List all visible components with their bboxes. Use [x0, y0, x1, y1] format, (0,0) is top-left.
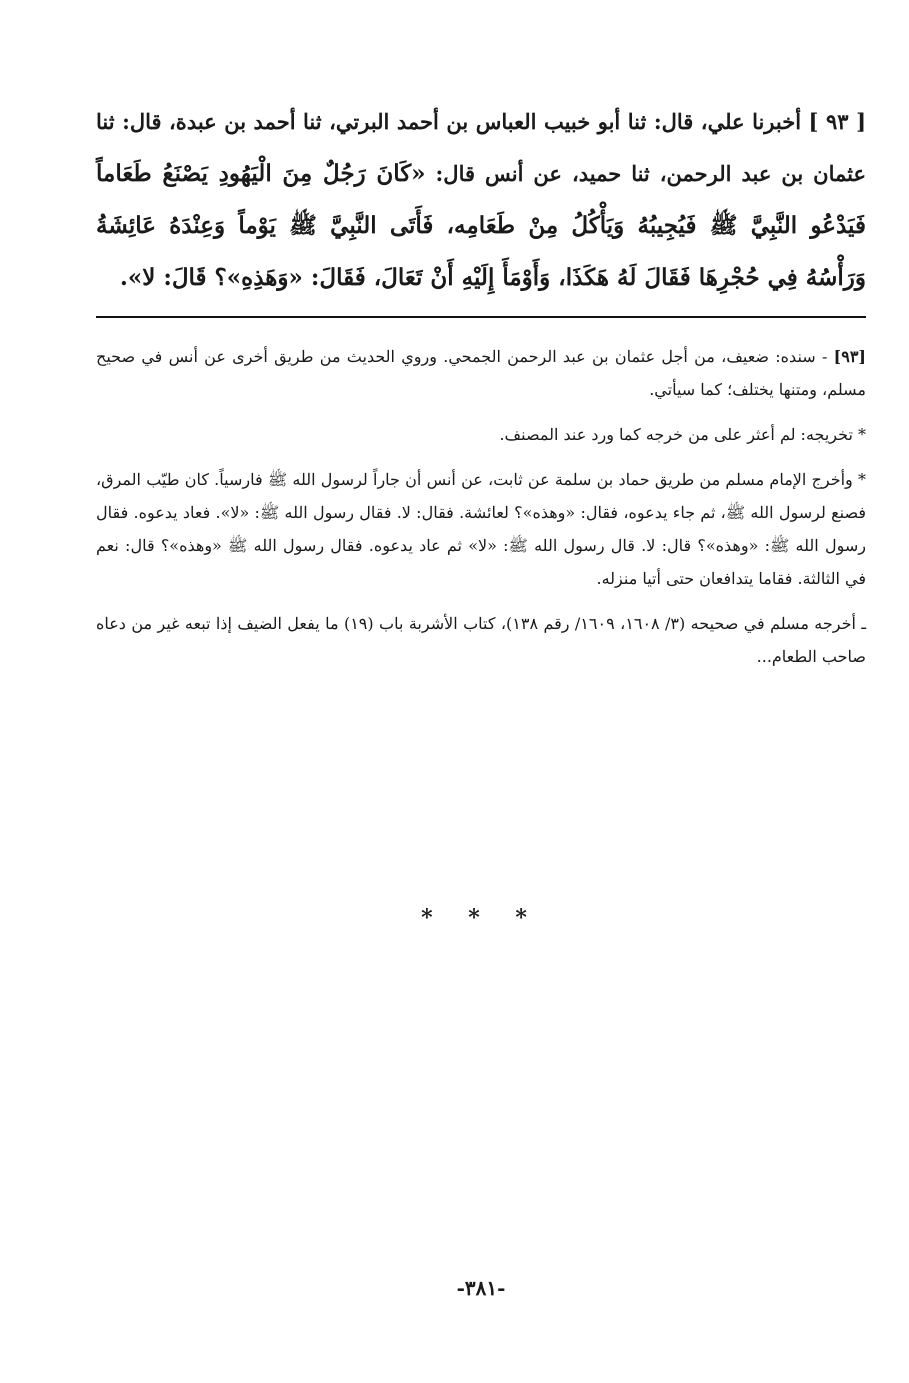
- isnad-note: [96, 340, 866, 406]
- hadith-matn: «كَانَ رَجُلٌ مِنَ الْيَهُودِ يَصْنَعُ طَعَاماً فَيَدْعُو النَّبِيَّ ﷺ فَيُجِيبُهُ وَيَأْكُلُ مِنْ طَعَامِه، فَأَتَى النَّبِيَّ ﷺ يَوْماً وَعِنْدَهُ عَائِشَةُ وَرَأْسُهُ فِي حُجْرِهَا فَقَالَ لَهُ هَكَذَا، وَأَوْمَأَ إِلَيْهِ أَنْ تَعَالَ، فَقَالَ: «وَهَذِهِ»؟ قَالَ: لا».: [96, 160, 866, 291]
- note-number: [٩٣]: [833, 347, 866, 366]
- footnotes: [96, 340, 866, 685]
- footnote-divider: [96, 316, 866, 318]
- hadith-isnad: [ ٩٣ ] أخبرنا علي، قال: ثنا أبو خبيب العباس بن أحمد البرتي، ثنا أحمد بن عبدة، قال: ثنا عثمان بن عبد الرحمن، ثنا حميد، عن أنس قال:: [96, 109, 867, 186]
- muslim-reference: ـ أخرجه مسلم في صحيحه (٣/ ١٦٠٨، ١٦٠٩/ رقم ١٣٨)، كتاب الأشربة باب (١٩) ما يفعل الضيف إذا تبعه غير من دعاه صاحب الطعام...: [96, 614, 867, 666]
- isnad-grade: - سنده: ضعيف، من أجل عثمان بن عبد الرحمن الجمحي. وروي الحديث من طريق أخرى عن أنس في صحيح مسلم، ومتنها يختلف؛ كما سيأتي.: [96, 347, 866, 399]
- section-separator: * * *: [421, 905, 541, 931]
- takhrij-note: * تخريجه: لم أعثر على من خرجه كما ورد عند المصنف.: [499, 425, 866, 444]
- muslim-narration: * وأخرج الإمام مسلم من طريق حماد بن سلمة عن ثابت، عن أنس أن جاراً لرسول الله ﷺ فارسياً. كان طيّب المرق، فصنع لرسول الله ﷺ، ثم جاء يدعوه، فقال: «وهذه»؟ لعائشة. فقال: لا. فقال رسول الله ﷺ: «لا». فعاد يدعوه. فقال رسول الله ﷺ: «وهذه»؟ قال: لا. قال رسول الله ﷺ: «لا» ثم عاد يدعوه. فقال رسول الله ﷺ «وهذه»؟ قال: نعم في الثالثة. فقاما يتدافعان حتى أتيا منزله.: [96, 470, 867, 588]
- page-number: -٣٨١-: [456, 1276, 506, 1300]
- hadith-text: [96, 96, 866, 304]
- book-page: [96, 0, 866, 1383]
